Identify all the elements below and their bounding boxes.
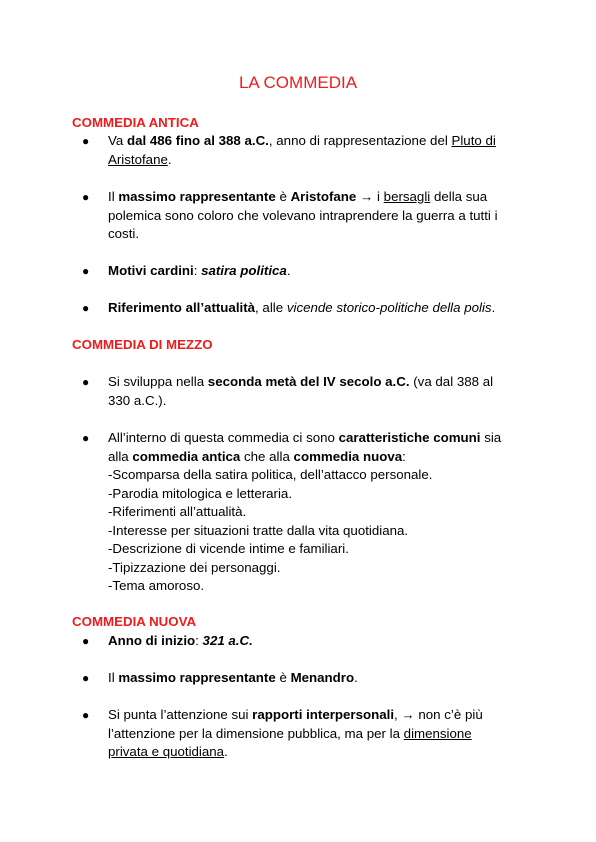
list-item: -Scomparsa della satira politica, dell’attacco personale. [108,467,433,482]
document-title: LA COMMEDIA [238,73,358,92]
list-item: -Tipizzazione dei personaggi. [108,559,281,575]
list-item: -Tema amoroso. [108,578,205,593]
paragraph-nuova-rapporti: Si punta l’attenzione sui rapporti interpersonali, → non c’è più l’attenzione per la dimensione pubblica, ma per la dimensione privata e quotidiana. [108,707,483,759]
underlined-text: bersagli [383,189,431,204]
list-item: -Riferimenti all’attualità. [108,504,247,519]
underlined-text: privata e quotidiana [108,744,225,759]
bullet-marker: ● [82,134,90,148]
list-item: -Descrizione di vicende intime e familiari. [108,541,349,556]
paragraph-antica-period: Va dal 486 fino al 388 a.C., anno di rappresentazione del Pluto di Aristofane. [108,133,496,167]
list-item: -Parodia mitologica e letteraria. [108,485,293,501]
underlined-text: Pluto di [451,133,496,148]
bullet-marker: ● [82,301,90,315]
paragraph-antica-riferimento: Riferimento all’attualità, alle vicende storico-politiche della polis. [108,300,496,315]
underlined-text: Aristofane [108,151,168,167]
paragraph-nuova-inizio: Anno di inizio: 321 a.C. [108,633,253,648]
section-heading-mezzo: COMMEDIA DI MEZZO [72,337,213,352]
bullet-marker: ● [82,190,90,204]
paragraph-mezzo-caratteristiche: All’interno di questa commedia ci sono caratteristiche comuni sia alla commedia antica che alla commedia nuova: -Scomparsa della satira politica, dell’attacco personale. -Parodia mitologica e letteraria. -Riferimenti all’attualità. -Interesse per situazioni tratte dalla vita quotidiana. -Descrizione di vicende intime e familiari. -Tipizzazione dei personaggi. -Tema amoroso. [108,429,538,596]
bullet-marker: ● [82,708,90,722]
section-heading-nuova: COMMEDIA NUOVA [72,614,197,629]
paragraph-antica-motivi: Motivi cardini: satira politica. [108,263,291,278]
paragraph-nuova-rappresentante: Il massimo rappresentante è Menandro. [108,670,358,685]
section-heading-antica: COMMEDIA ANTICA [72,115,199,130]
underlined-text: dimensione [403,725,472,741]
bullet-marker: ● [82,671,90,685]
bullet-marker: ● [82,264,90,278]
list-item: -Interesse per situazioni tratte dalla vita quotidiana. [108,522,409,538]
bullet-marker: ● [82,375,90,389]
paragraph-antica-rappresentante: Il massimo rappresentante è Aristofane → i bersagli della sua polemica sono coloro che volevano intraprendere la guerra a tutti i costi. [108,189,498,241]
paragraph-mezzo-periodo: Si sviluppa nella seconda metà del IV secolo a.C. (va dal 388 al 330 a.C.). [108,374,494,408]
bullet-marker: ● [82,431,90,445]
bullet-marker: ● [82,634,90,648]
